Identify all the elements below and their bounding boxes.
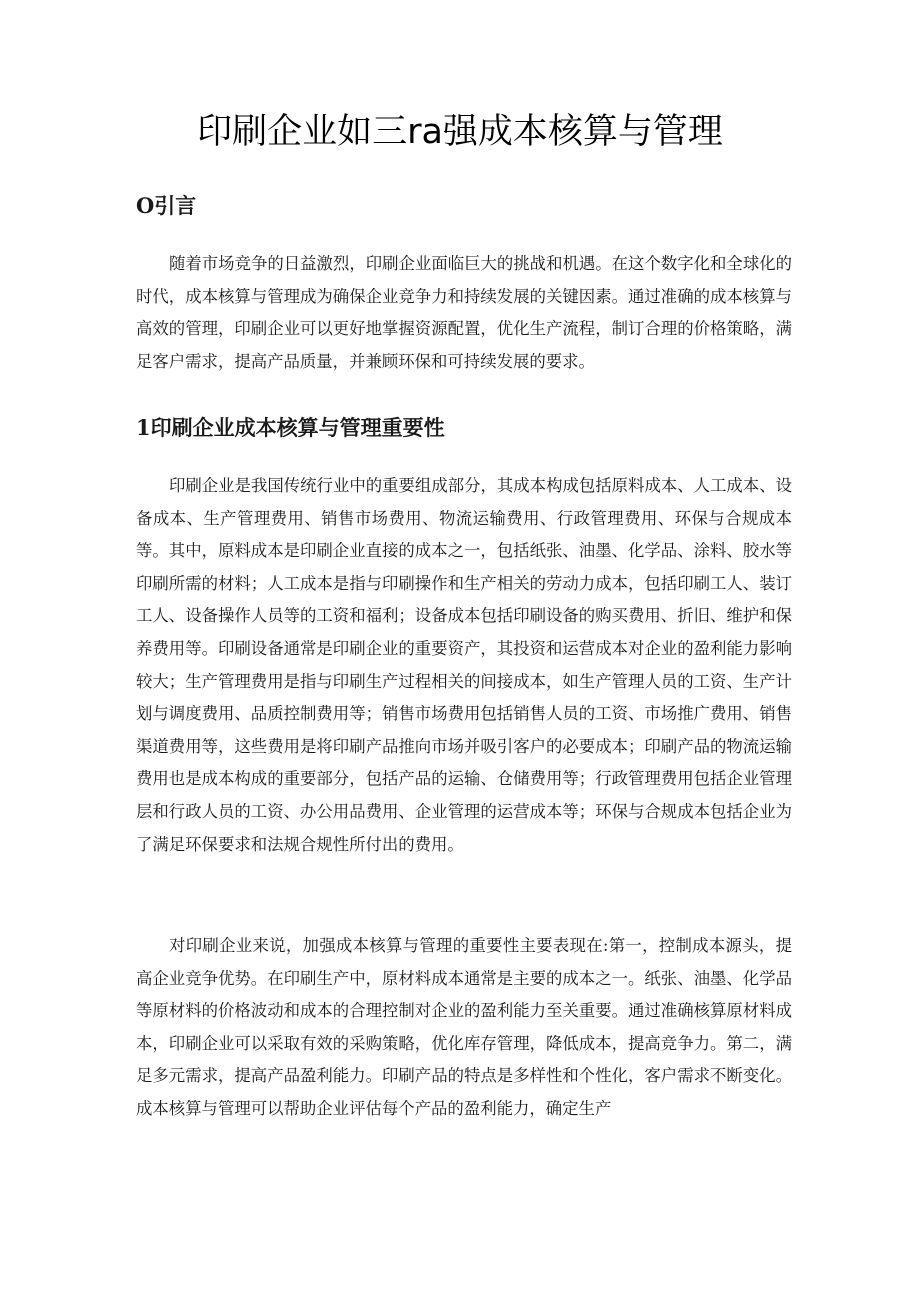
paragraph-importance-points: 对印刷企业来说，加强成本核算与管理的重要性主要表现在:第一，控制成本源头，提高企业竞争优势。在印刷生产中，原材料成本通常是主要的成本之一。纸张、油墨、化学品等原材料的价格波动和成本的合理控制对企业的盈利能力至关重要。通过准确核算原材料成本，印刷企业可以采取有效的采购策略，优化库存管理，降低成本，提高竞争力。第二，满足多元需求，提高产品盈利能力。印刷产品的特点是多样性和个性化，客户需求不断变化。成本核算与管理可以帮助企业评估每个产品的盈利能力，确定生产 — [136, 936, 792, 1118]
document-title: 印刷企业如三ra强成本核算与管理 — [197, 112, 723, 152]
paragraph-cost-composition: 印刷企业是我国传统行业中的重要组成部分，其成本构成包括原料成本、人工成本、设备成本、生产管理费用、销售市场费用、物流运输费用、行政管理费用、环保与合规成本等。其中，原料成本是印刷企业直接的成本之一，包括纸张、油墨、化学品、涂料、胶水等印刷所需的材料；人工成本是指与印刷操作和生产相关的劳动力成本，包括印刷工人、装订工人、设备操作人员等的工资和福利；设备成本包括印刷设备的购买费用、折旧、维护和保养费用等。印刷设备通常是印刷企业的重要资产，其投资和运营成本对企业的盈利能力影响较大；生产管理费用是指与印刷生产过程相关的间接成本，如生产管理人员的工资、生产计划与调度费用、品质控制费用等；销售市场费用包括销售人员的工资、市场推广费用、销售渠道费用等，这些费用是将印刷产品推向市场并吸引客户的必要成本；印刷产品的物流运输费用也是成本构成的重要部分，包括产品的运输、仓储费用等；行政管理费用包括企业管理层和行政人员的工资、办公用品费用、企业管理的运营成本等；环保与合规成本包括企业为了满足环保要求和法规合规性所付出的费用。 — [136, 476, 792, 854]
paragraph-introduction: 随着市场竞争的日益激烈，印刷企业面临巨大的挑战和机遇。在这个数字化和全球化的时代，成本核算与管理成为确保企业竞争力和持续发展的关键因素。通过准确的成本核算与高效的管理，印刷企业可以更好地掌握资源配置，优化生产流程，制订合理的价格策略，满足客户需求，提高产品质量，并兼顾环保和可持续发展的要求。 — [136, 254, 792, 371]
section-heading-introduction: O引言 — [136, 193, 197, 218]
section-heading-importance: 1印刷企业成本核算与管理重要性 — [136, 415, 445, 440]
